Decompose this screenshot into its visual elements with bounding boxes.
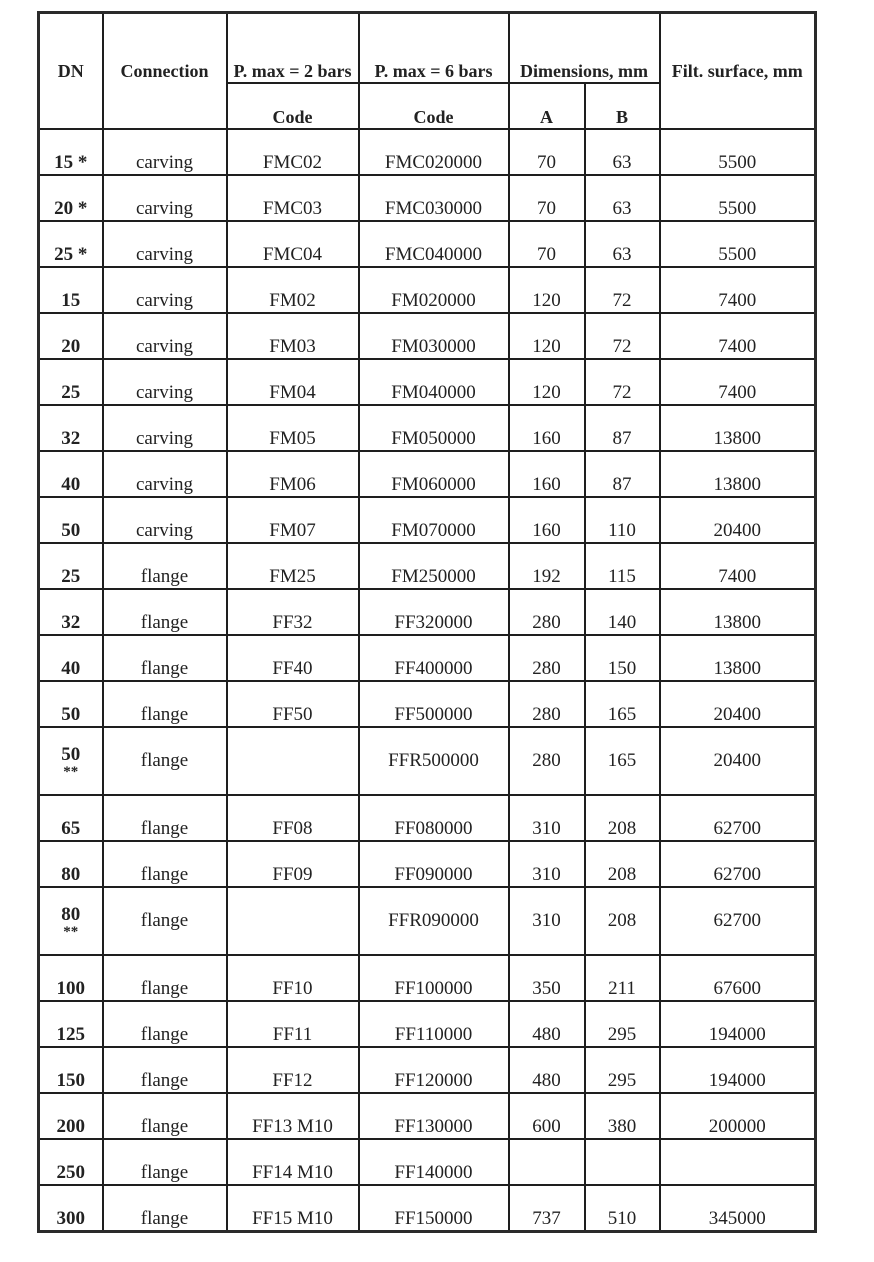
cell-code-6bar: FM060000 (359, 451, 509, 497)
cell-code-6bar: FM050000 (359, 405, 509, 451)
cell-code-6bar: FFR500000 (359, 727, 509, 795)
cell-code-2bar: FF09 (227, 841, 359, 887)
cell-connection: carving (103, 129, 227, 175)
header-dim-a: A (509, 83, 585, 129)
cell-dim-b: 115 (585, 543, 660, 589)
cell-dim-b: 295 (585, 1047, 660, 1093)
cell-code-6bar: FF130000 (359, 1093, 509, 1139)
cell-dim-b: 150 (585, 635, 660, 681)
cell-connection: flange (103, 543, 227, 589)
dn-value: 40 (61, 658, 81, 679)
cell-filt-surface: 7400 (660, 313, 816, 359)
cell-dn (39, 497, 103, 543)
cell-dim-a: 480 (509, 1001, 585, 1047)
cell-dim-a: 480 (509, 1047, 585, 1093)
cell-filt-surface: 20400 (660, 727, 816, 795)
dn-value: 125 (56, 1024, 85, 1045)
table-row (39, 589, 816, 635)
table-row (39, 175, 816, 221)
cell-dim-b: 295 (585, 1001, 660, 1047)
cell-code-6bar: FF400000 (359, 635, 509, 681)
dn-value: 200 (56, 1116, 85, 1137)
cell-dim-a: 160 (509, 405, 585, 451)
cell-code-6bar: FF140000 (359, 1139, 509, 1185)
dn-note: ** (63, 923, 79, 940)
header-pmax6: P. max = 6 bars (359, 13, 509, 84)
cell-code-2bar: FMC02 (227, 129, 359, 175)
cell-connection: carving (103, 267, 227, 313)
cell-dn (39, 543, 103, 589)
cell-code-6bar: FFR090000 (359, 887, 509, 955)
cell-dim-a: 70 (509, 221, 585, 267)
cell-code-6bar: FMC020000 (359, 129, 509, 175)
cell-dim-b: 87 (585, 405, 660, 451)
table-row (39, 451, 816, 497)
cell-connection: flange (103, 1185, 227, 1232)
cell-dn (39, 405, 103, 451)
cell-filt-surface: 7400 (660, 267, 816, 313)
cell-dim-a: 120 (509, 267, 585, 313)
dn-value: 50 (61, 743, 81, 765)
cell-code-2bar: FF14 M10 (227, 1139, 359, 1185)
cell-dim-b: 165 (585, 727, 660, 795)
cell-connection: flange (103, 1093, 227, 1139)
cell-code-2bar: FM25 (227, 543, 359, 589)
cell-dim-b: 140 (585, 589, 660, 635)
cell-dim-a: 350 (509, 955, 585, 1001)
cell-code-2bar: FM02 (227, 267, 359, 313)
cell-code-6bar: FM070000 (359, 497, 509, 543)
cell-filt-surface: 5500 (660, 175, 816, 221)
cell-code-2bar: FF08 (227, 795, 359, 841)
table-row (39, 313, 816, 359)
cell-dn (39, 727, 103, 795)
header-filt-surface: Filt. surface, mm (660, 13, 816, 130)
cell-dim-b: 72 (585, 359, 660, 405)
header-dn: DN (39, 13, 103, 130)
cell-dn (39, 1093, 103, 1139)
cell-dim-b: 510 (585, 1185, 660, 1232)
cell-dn (39, 1001, 103, 1047)
cell-dim-a: 280 (509, 589, 585, 635)
cell-dn (39, 129, 103, 175)
dn-value: 80 (61, 903, 81, 925)
cell-dn (39, 175, 103, 221)
cell-code-2bar: FF50 (227, 681, 359, 727)
cell-connection: carving (103, 451, 227, 497)
table-row (39, 1093, 816, 1139)
cell-dim-a: 280 (509, 635, 585, 681)
dn-value: 50 (61, 520, 81, 541)
cell-dn (39, 887, 103, 955)
cell-code-6bar: FF080000 (359, 795, 509, 841)
cell-dim-a: 310 (509, 795, 585, 841)
dn-value: 100 (56, 978, 85, 999)
table-row (39, 129, 816, 175)
cell-filt-surface: 5500 (660, 129, 816, 175)
dn-value: 250 (56, 1162, 85, 1183)
table-row (39, 267, 816, 313)
cell-dim-a (509, 1139, 585, 1185)
dn-value: 80 (61, 864, 81, 885)
cell-dim-a: 70 (509, 175, 585, 221)
cell-filt-surface: 200000 (660, 1093, 816, 1139)
header-code2: Code (227, 83, 359, 129)
cell-dim-a: 160 (509, 497, 585, 543)
header-code6: Code (359, 83, 509, 129)
cell-code-2bar: FF12 (227, 1047, 359, 1093)
cell-dim-a: 600 (509, 1093, 585, 1139)
dn-value: 25 (61, 566, 81, 587)
cell-dim-b: 208 (585, 795, 660, 841)
cell-dn (39, 359, 103, 405)
cell-filt-surface: 7400 (660, 359, 816, 405)
dn-value: 15 * (54, 152, 88, 173)
cell-connection: flange (103, 841, 227, 887)
header-connection: Connection (103, 13, 227, 130)
cell-dim-a: 70 (509, 129, 585, 175)
cell-dim-b: 211 (585, 955, 660, 1001)
cell-connection: carving (103, 175, 227, 221)
cell-dn (39, 1047, 103, 1093)
cell-connection: flange (103, 1001, 227, 1047)
cell-dn (39, 451, 103, 497)
header-row-top (39, 13, 816, 84)
cell-filt-surface: 194000 (660, 1047, 816, 1093)
cell-code-2bar: FF11 (227, 1001, 359, 1047)
cell-filt-surface: 13800 (660, 405, 816, 451)
dn-value: 40 (61, 474, 81, 495)
cell-dim-b (585, 1139, 660, 1185)
cell-code-6bar: FM250000 (359, 543, 509, 589)
table-row (39, 795, 816, 841)
cell-dim-a: 160 (509, 451, 585, 497)
dn-value: 20 * (54, 198, 88, 219)
cell-code-2bar: FM06 (227, 451, 359, 497)
cell-connection: flange (103, 1047, 227, 1093)
cell-connection: carving (103, 497, 227, 543)
cell-dim-b: 63 (585, 221, 660, 267)
cell-filt-surface: 13800 (660, 451, 816, 497)
table-row (39, 405, 816, 451)
table-row (39, 1001, 816, 1047)
cell-connection: flange (103, 795, 227, 841)
cell-code-6bar: FM030000 (359, 313, 509, 359)
table-row (39, 727, 816, 795)
table-row (39, 359, 816, 405)
cell-dim-b: 63 (585, 175, 660, 221)
dn-value: 65 (61, 818, 81, 839)
cell-dim-a: 120 (509, 359, 585, 405)
cell-dim-a: 310 (509, 841, 585, 887)
table-row (39, 635, 816, 681)
cell-dn (39, 955, 103, 1001)
cell-filt-surface: 13800 (660, 635, 816, 681)
table-row (39, 955, 816, 1001)
dn-note: ** (63, 763, 79, 780)
cell-dim-b: 72 (585, 267, 660, 313)
cell-code-6bar: FMC040000 (359, 221, 509, 267)
cell-dn (39, 1139, 103, 1185)
cell-filt-surface: 20400 (660, 681, 816, 727)
cell-dn (39, 841, 103, 887)
cell-code-6bar: FF100000 (359, 955, 509, 1001)
cell-dim-b: 63 (585, 129, 660, 175)
header-pmax2: P. max = 2 bars (227, 13, 359, 84)
dn-value: 15 (61, 290, 81, 311)
cell-code-2bar: FM03 (227, 313, 359, 359)
cell-connection: flange (103, 589, 227, 635)
dn-value: 25 * (54, 244, 88, 265)
table-row (39, 1185, 816, 1232)
cell-dim-a: 737 (509, 1185, 585, 1232)
cell-code-2bar: FMC04 (227, 221, 359, 267)
dn-value: 150 (56, 1070, 85, 1091)
cell-dn (39, 635, 103, 681)
cell-dim-a: 280 (509, 727, 585, 795)
filter-spec-table (37, 11, 817, 1233)
cell-dim-b: 72 (585, 313, 660, 359)
cell-filt-surface: 194000 (660, 1001, 816, 1047)
cell-dn (39, 221, 103, 267)
cell-dn (39, 313, 103, 359)
dn-value: 32 (61, 612, 81, 633)
cell-dim-a: 192 (509, 543, 585, 589)
cell-code-6bar: FF500000 (359, 681, 509, 727)
dn-value: 50 (61, 704, 81, 725)
cell-dim-b: 208 (585, 887, 660, 955)
cell-dn (39, 795, 103, 841)
cell-filt-surface: 62700 (660, 795, 816, 841)
cell-code-2bar: FF15 M10 (227, 1185, 359, 1232)
cell-code-6bar: FF320000 (359, 589, 509, 635)
cell-dn (39, 589, 103, 635)
dn-value: 25 (61, 382, 81, 403)
cell-dim-b: 165 (585, 681, 660, 727)
cell-code-2bar: FM07 (227, 497, 359, 543)
table-row (39, 841, 816, 887)
cell-connection: flange (103, 887, 227, 955)
cell-code-6bar: FF120000 (359, 1047, 509, 1093)
cell-filt-surface: 62700 (660, 841, 816, 887)
cell-connection: flange (103, 955, 227, 1001)
table-row (39, 497, 816, 543)
cell-filt-surface (660, 1139, 816, 1185)
cell-code-6bar: FF110000 (359, 1001, 509, 1047)
cell-connection: carving (103, 221, 227, 267)
cell-connection: flange (103, 727, 227, 795)
table-row (39, 1139, 816, 1185)
cell-connection: flange (103, 681, 227, 727)
cell-code-2bar (227, 887, 359, 955)
cell-code-2bar: FM04 (227, 359, 359, 405)
cell-code-2bar: FMC03 (227, 175, 359, 221)
cell-code-2bar (227, 727, 359, 795)
table-row (39, 543, 816, 589)
cell-filt-surface: 5500 (660, 221, 816, 267)
cell-filt-surface: 67600 (660, 955, 816, 1001)
cell-filt-surface: 7400 (660, 543, 816, 589)
cell-dim-a: 310 (509, 887, 585, 955)
cell-filt-surface: 62700 (660, 887, 816, 955)
cell-code-6bar: FM040000 (359, 359, 509, 405)
cell-connection: carving (103, 359, 227, 405)
cell-dim-b: 87 (585, 451, 660, 497)
cell-filt-surface: 13800 (660, 589, 816, 635)
cell-dim-a: 280 (509, 681, 585, 727)
cell-filt-surface: 20400 (660, 497, 816, 543)
header-dim-b: B (585, 83, 660, 129)
table-row (39, 681, 816, 727)
cell-connection: flange (103, 1139, 227, 1185)
cell-code-2bar: FF32 (227, 589, 359, 635)
cell-code-6bar: FMC030000 (359, 175, 509, 221)
dn-value: 32 (61, 428, 81, 449)
header-dimensions: Dimensions, mm (509, 13, 660, 84)
cell-dn (39, 681, 103, 727)
cell-connection: flange (103, 635, 227, 681)
cell-dim-b: 110 (585, 497, 660, 543)
cell-code-6bar: FF150000 (359, 1185, 509, 1232)
cell-dn (39, 1185, 103, 1232)
cell-code-2bar: FM05 (227, 405, 359, 451)
cell-connection: carving (103, 313, 227, 359)
cell-filt-surface: 345000 (660, 1185, 816, 1232)
cell-dim-b: 208 (585, 841, 660, 887)
table-row (39, 1047, 816, 1093)
cell-code-6bar: FF090000 (359, 841, 509, 887)
table-row (39, 221, 816, 267)
dn-value: 20 (61, 336, 81, 357)
cell-code-6bar: FM020000 (359, 267, 509, 313)
cell-dn (39, 267, 103, 313)
cell-dim-b: 380 (585, 1093, 660, 1139)
cell-connection: carving (103, 405, 227, 451)
cell-code-2bar: FF10 (227, 955, 359, 1001)
cell-code-2bar: FF13 M10 (227, 1093, 359, 1139)
dn-value: 300 (56, 1208, 85, 1229)
table-row (39, 887, 816, 955)
cell-dim-a: 120 (509, 313, 585, 359)
cell-code-2bar: FF40 (227, 635, 359, 681)
